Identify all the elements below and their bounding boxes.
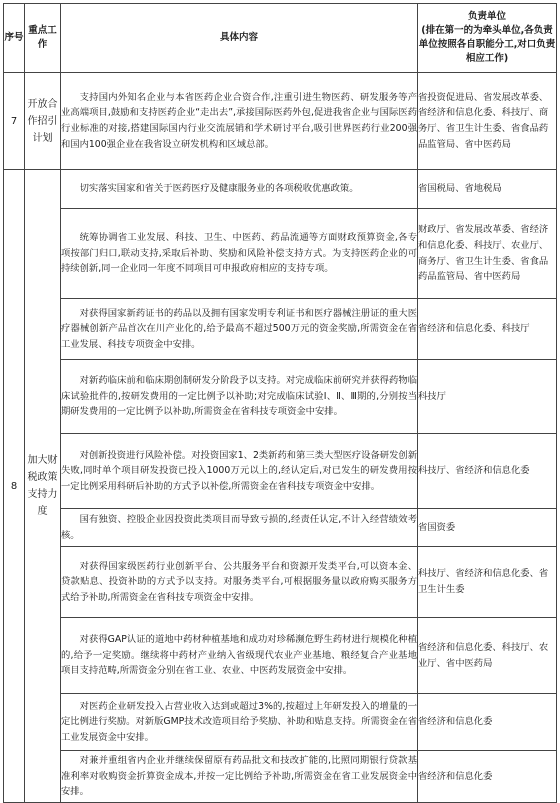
table-row: [4, 170, 557, 209]
content-text: 统筹协调省工业发展、科技、卫生、中医药、药品流通等方面财政预算资金,各专项按部门归口,联动支持,采取后补助、奖励和风险补偿支持方式。为支持医药企业的可持续创新,同一企业同一年度不同项目可申报政府相应的支持专项。: [61, 232, 417, 275]
row-content: [61, 209, 418, 299]
row-no: 8: [4, 170, 25, 803]
table-row: [4, 751, 557, 803]
row-work-title: 开放合作招引计划: [25, 73, 61, 170]
row-unit: 科技厅: [418, 360, 557, 434]
table-row: [4, 209, 557, 299]
row-unit: 省投资促进局、省发展改革委、省经济和信息化委、科技厅、商务厅、省卫生计生委、省食品药品监管局、省中医药局: [418, 73, 557, 170]
content-text: 国有独资、控股企业因投资此类项目而导致亏损的,经责任认定,不计入经营绩效考核。: [61, 513, 417, 541]
content-text: 对医药企业研发投入占营业收入达到或超过3%的,按超过上年研发投入的增量的一定比例进行奖励。对新版GMP技术改造项目给予奖励、补助和贴息支持。所需资金在省工业发展资金中安排。: [61, 700, 417, 743]
row-unit: 省经济和信息化委: [418, 694, 557, 751]
row-content: [61, 434, 418, 509]
content-text: 对创新投资进行风险补偿。对投资国家1、2类新药和第三类大型医疗设备研发创新失败,同时单个项目研发投资已投入1000万元以上的,经认定后,对已发生的研发费用按一定比例采用科研后补助的方式予以补偿,所需资金在省科技专项资金中安排。: [61, 449, 417, 492]
row-unit: 科技厅、省经济和信息化委、省卫生计生委: [418, 547, 557, 618]
content-text: 对获得国家级医药行业创新平台、公共服务平台和资源开发类平台,可以资本金、贷款贴息、投资补助的方式予以支持。对服务类平台,可根据服务量以政府购买服务方式给予补助,所需资金在省科技专项资金中安排。: [61, 560, 417, 603]
row-content: [61, 299, 418, 360]
header-unit-title: 负责单位: [467, 11, 506, 22]
row-unit: 省经济和信息化委、科技厅、农业厅、省中医药局: [418, 618, 557, 694]
row-content: [61, 73, 418, 170]
table-header-row: [4, 4, 557, 73]
content-text: 对获得GAP认证的道地中药材种植基地和成功对珍稀濒危野生药材进行规模化种植的,给予一定奖励。继续将中药材产业纳入省级现代农业产业基地、粮经复合产业基地项目支持范畴,所需资金分别在省工业、农业、中医药发展资金中安排。: [61, 634, 417, 677]
row-unit: 科技厅、省经济和信息化委: [418, 434, 557, 509]
content-text: 支持国内外知名企业与本省医药企业合资合作,注重引进生物医药、研发服务等产业高端项目,鼓励和支持医药企业“走出去”,承接国际医药外包,促进我省企业与国际医药行业标准的对接,搭建国际国内行业交流展销和学术研讨平台,吸引世界医药行业200强和国内100强企业在我省设立研发机构和区域总部。: [61, 91, 417, 150]
policy-table: [3, 3, 557, 803]
row-content: [61, 509, 418, 547]
table-row: [4, 434, 557, 509]
header-unit: [418, 4, 557, 73]
row-content: [61, 547, 418, 618]
header-unit-note: (排在第一的为牵头单位,各负责单位按照各自职能分工,对口负责相应工作): [418, 25, 556, 64]
table-row: [4, 360, 557, 434]
row-content: [61, 170, 418, 209]
content-text: 对新药临床前和临床期创制研发分阶段予以支持。对完成临床前研究并获得药物临床试验批件的,按研发费用的一定比例予以补助;对完成临床试验Ⅰ、Ⅱ、Ⅲ期的,分别按当期研发费用的一定比例予以补助,所需资金在省科技专项资金中安排。: [61, 375, 417, 418]
table-row: [4, 618, 557, 694]
table-row: [4, 547, 557, 618]
table-row: [4, 694, 557, 751]
content-text: 对兼并重组省内企业并继续保留原有药品批文和技改扩能的,比照同期银行贷款基准利率对收购资金折算资金成本,并按一定比例给予补助,所需资金在省工业发展资金中安排。: [61, 755, 417, 798]
row-work-title: 加大财税政策支持力度: [25, 170, 61, 803]
header-no: 序号: [4, 4, 25, 73]
row-content: [61, 751, 418, 803]
row-unit: 省经济和信息化委、科技厅: [418, 299, 557, 360]
header-work: 重点工作: [25, 4, 61, 73]
content-text: 切实落实国家和省关于医药医疗及健康服务业的各项税收优惠政策。: [79, 183, 359, 195]
row-unit: 省国资委: [418, 509, 557, 547]
row-unit: 省经济和信息化委: [418, 751, 557, 803]
row-unit: 财政厅、省发展改革委、省经济和信息化委、科技厅、农业厅、商务厅、省卫生计生委、省食品药品监管局、省中医药局: [418, 209, 557, 299]
row-content: [61, 694, 418, 751]
row-content: [61, 360, 418, 434]
table-row: [4, 73, 557, 170]
header-content: 具体内容: [61, 4, 418, 73]
row-no: 7: [4, 73, 25, 170]
table-row: [4, 299, 557, 360]
content-text: 对获得国家新药证书的药品以及拥有国家发明专利证书和医疗器械注册证的重大医疗器械创新产品首次在川产业化的,给予最高不超过500万元的资金奖励,所需资金在省工业发展、科技专项资金中安排。: [61, 307, 417, 350]
row-unit: 省国税局、省地税局: [418, 170, 557, 209]
row-content: [61, 618, 418, 694]
table-row: [4, 509, 557, 547]
